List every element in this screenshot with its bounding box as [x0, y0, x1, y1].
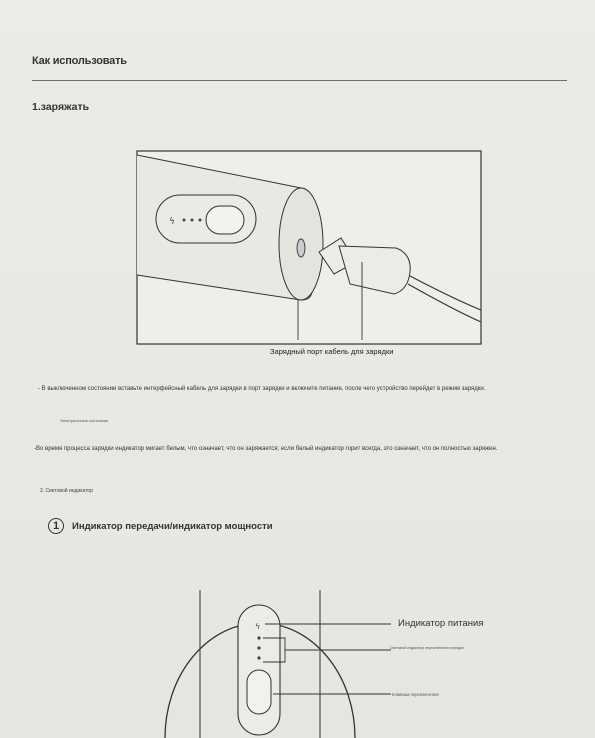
indicator-illustration — [155, 560, 595, 738]
charging-heading: 1.заряжать — [32, 101, 90, 113]
lightning-icon: ϟ — [169, 217, 175, 227]
charging-instruction-1: - В выключенном состоянии вставьте интерфейсный кабель для зарядки в порт зарядки и включите питание, после чего устройство перейдет в режим зарядки. — [38, 386, 486, 392]
charging-instruction-2: -Во время процесса зарядки индикатор мигает белым, что означает, что он заряжается; если белый индикатор горит всегда, это означает, что он полностью заряжен. — [34, 446, 498, 452]
switch-key-label: Клавиша переключения — [392, 692, 439, 697]
indicator-dot — [199, 219, 202, 222]
item-number-badge: 1 — [48, 518, 64, 534]
light-indicator-heading: 2. Световой индикатор — [40, 488, 93, 494]
charging-illustration — [136, 150, 482, 345]
indicator-item-title: Индикатор передачи/индикатор мощности — [72, 520, 273, 532]
lightning-icon: ϟ — [255, 622, 261, 631]
transmission-dot — [257, 636, 260, 639]
charging-port-icon — [297, 239, 305, 257]
charging-small-note: Электрическое состояние — [60, 418, 109, 423]
switch-key — [206, 206, 244, 234]
indicator-item-heading — [48, 518, 273, 534]
charging-figure-caption: Зарядный порт кабель для зарядки — [270, 347, 394, 356]
power-indicator-label: Индикатор питания — [398, 618, 484, 629]
transmission-dot — [257, 656, 260, 659]
indicator-dot — [191, 219, 194, 222]
indicator-dot — [183, 219, 186, 222]
transmission-dot — [257, 646, 260, 649]
transmission-indicator-label: Световой индикатор переключения передач — [390, 646, 464, 650]
section-title: Как использовать — [32, 55, 127, 67]
switch-key — [247, 670, 271, 714]
title-divider — [32, 80, 567, 81]
